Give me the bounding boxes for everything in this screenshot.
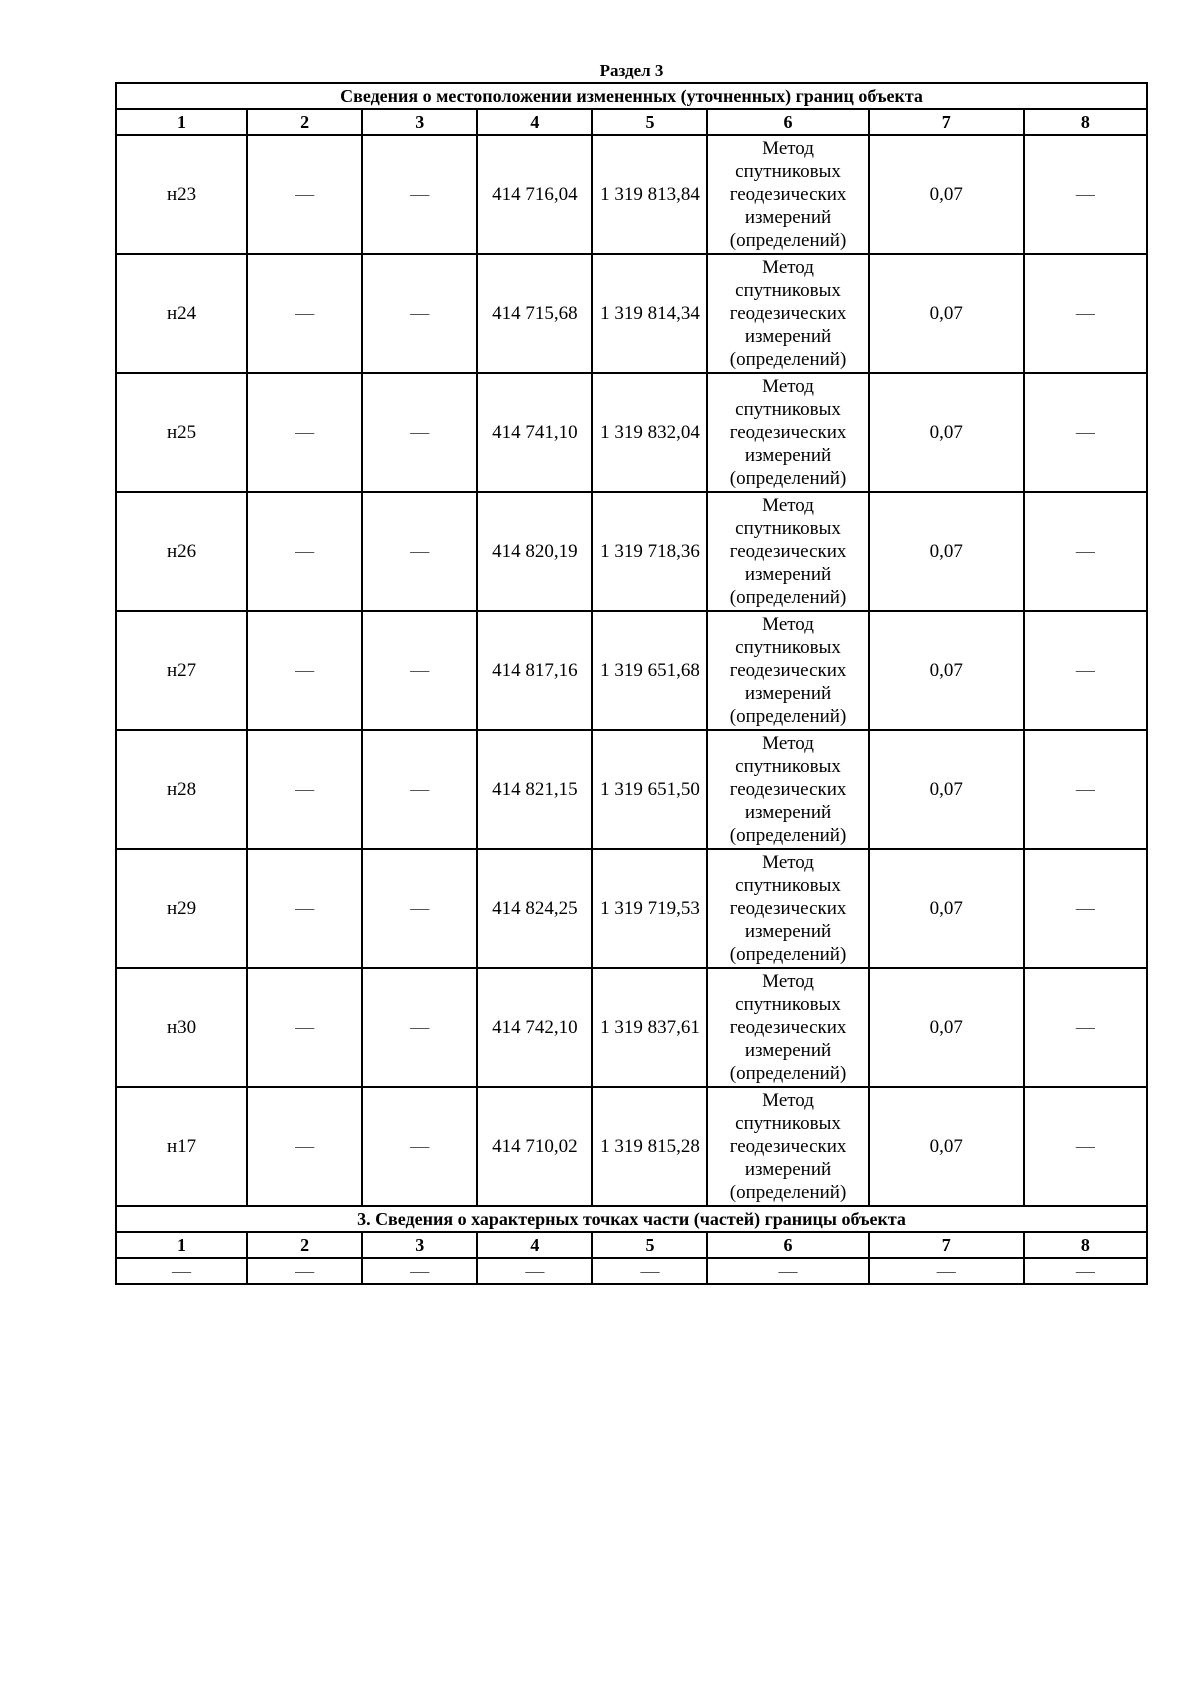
point-number-cell: н27 (116, 611, 247, 730)
column-number: 6 (707, 1232, 868, 1258)
subtable-empty-row (116, 1258, 1147, 1284)
column-8-cell: — (1024, 492, 1147, 611)
y-coordinate-cell: 1 319 719,53 (592, 849, 707, 968)
column-number: 1 (116, 109, 247, 135)
y-coordinate-cell: 1 319 837,61 (592, 968, 707, 1087)
accuracy-cell: 0,07 (869, 968, 1024, 1087)
column-8-cell: — (1024, 730, 1147, 849)
method-line: Метод (762, 852, 814, 873)
method-line: измерений (744, 445, 832, 466)
column-8-cell: — (1024, 849, 1147, 968)
subtable-caption: 3. Сведения о характерных точках части (частей) границы объекта (116, 1206, 1147, 1232)
accuracy-cell: 0,07 (869, 254, 1024, 373)
method-cell (707, 849, 868, 968)
method-line: спутниковых (735, 637, 841, 658)
column-3-cell: — (362, 849, 477, 968)
column-2-cell: — (247, 968, 362, 1087)
method-line: (определений) (729, 706, 847, 727)
method-cell (707, 730, 868, 849)
column-3-cell: — (362, 730, 477, 849)
method-line: измерений (744, 683, 832, 704)
point-number-cell: н23 (116, 135, 247, 254)
y-coordinate-cell: 1 319 651,68 (592, 611, 707, 730)
method-line: измерений (744, 921, 832, 942)
column-2-cell: — (247, 492, 362, 611)
method-line: Метод (762, 733, 814, 754)
method-line: Метод (762, 614, 814, 635)
accuracy-cell: 0,07 (869, 135, 1024, 254)
x-coordinate-cell: 414 710,02 (477, 1087, 592, 1206)
method-line: спутниковых (735, 875, 841, 896)
x-coordinate-cell: 414 715,68 (477, 254, 592, 373)
method-line: геодезических (729, 303, 847, 324)
method-line: Метод (762, 257, 814, 278)
method-line: геодезических (729, 422, 847, 443)
empty-cell: — (477, 1258, 592, 1284)
method-cell (707, 968, 868, 1087)
method-line: спутниковых (735, 1113, 841, 1134)
method-line: спутниковых (735, 399, 841, 420)
point-number-cell: н30 (116, 968, 247, 1087)
accuracy-cell: 0,07 (869, 1087, 1024, 1206)
method-line: измерений (744, 1159, 832, 1180)
method-line: Метод (762, 971, 814, 992)
table-caption-row (116, 83, 1147, 109)
column-number: 4 (477, 109, 592, 135)
y-coordinate-cell: 1 319 813,84 (592, 135, 707, 254)
table-row (116, 1087, 1147, 1206)
method-line: (определений) (729, 349, 847, 370)
column-8-cell: — (1024, 135, 1147, 254)
subtable-column-numbers-row (116, 1232, 1147, 1258)
method-line: Метод (762, 138, 814, 159)
column-2-cell: — (247, 730, 362, 849)
column-8-cell: — (1024, 968, 1147, 1087)
point-number-cell: н17 (116, 1087, 247, 1206)
column-2-cell: — (247, 135, 362, 254)
point-number-cell: н25 (116, 373, 247, 492)
method-cell (707, 611, 868, 730)
column-3-cell: — (362, 254, 477, 373)
column-number: 4 (477, 1232, 592, 1258)
column-number: 3 (362, 109, 477, 135)
empty-cell: — (869, 1258, 1024, 1284)
empty-cell: — (592, 1258, 707, 1284)
column-number: 7 (869, 109, 1024, 135)
method-line: геодезических (729, 541, 847, 562)
method-cell (707, 492, 868, 611)
empty-cell: — (247, 1258, 362, 1284)
accuracy-cell: 0,07 (869, 849, 1024, 968)
method-line: Метод (762, 1090, 814, 1111)
x-coordinate-cell: 414 742,10 (477, 968, 592, 1087)
column-number: 8 (1024, 109, 1147, 135)
method-line: спутниковых (735, 161, 841, 182)
accuracy-cell: 0,07 (869, 730, 1024, 849)
x-coordinate-cell: 414 741,10 (477, 373, 592, 492)
method-line: спутниковых (735, 280, 841, 301)
empty-cell: — (707, 1258, 868, 1284)
column-3-cell: — (362, 135, 477, 254)
section-title: Раздел 3 (599, 61, 664, 80)
empty-cell: — (116, 1258, 247, 1284)
method-line: измерений (744, 326, 832, 347)
x-coordinate-cell: 414 820,19 (477, 492, 592, 611)
method-cell (707, 135, 868, 254)
table-caption: Сведения о местоположении измененных (уточненных) границ объекта (116, 83, 1147, 109)
column-2-cell: — (247, 373, 362, 492)
empty-cell: — (362, 1258, 477, 1284)
column-3-cell: — (362, 1087, 477, 1206)
method-line: геодезических (729, 1017, 847, 1038)
y-coordinate-cell: 1 319 814,34 (592, 254, 707, 373)
column-8-cell: — (1024, 254, 1147, 373)
method-cell (707, 1087, 868, 1206)
y-coordinate-cell: 1 319 718,36 (592, 492, 707, 611)
accuracy-cell: 0,07 (869, 492, 1024, 611)
y-coordinate-cell: 1 319 815,28 (592, 1087, 707, 1206)
method-line: (определений) (729, 1063, 847, 1084)
method-line: спутниковых (735, 756, 841, 777)
column-number: 2 (247, 1232, 362, 1258)
table-row (116, 254, 1147, 373)
method-line: геодезических (729, 1136, 847, 1157)
point-number-cell: н28 (116, 730, 247, 849)
method-line: геодезических (729, 898, 847, 919)
column-3-cell: — (362, 373, 477, 492)
method-line: геодезических (729, 184, 847, 205)
subtable-caption-row (116, 1206, 1147, 1232)
method-line: Метод (762, 376, 814, 397)
column-3-cell: — (362, 492, 477, 611)
method-line: (определений) (729, 1182, 847, 1203)
x-coordinate-cell: 414 824,25 (477, 849, 592, 968)
y-coordinate-cell: 1 319 832,04 (592, 373, 707, 492)
table-row (116, 135, 1147, 254)
method-cell (707, 254, 868, 373)
table-row (116, 373, 1147, 492)
method-line: (определений) (729, 468, 847, 489)
method-line: (определений) (729, 587, 847, 608)
table-row (116, 730, 1147, 849)
table-row (116, 968, 1147, 1087)
method-line: измерений (744, 1040, 832, 1061)
x-coordinate-cell: 414 821,15 (477, 730, 592, 849)
x-coordinate-cell: 414 817,16 (477, 611, 592, 730)
column-number: 5 (592, 109, 707, 135)
table-row (116, 849, 1147, 968)
column-3-cell: — (362, 968, 477, 1087)
method-line: геодезических (729, 779, 847, 800)
column-number: 8 (1024, 1232, 1147, 1258)
method-line: (определений) (729, 944, 847, 965)
boundary-table (115, 82, 1148, 1285)
column-numbers-row (116, 109, 1147, 135)
column-2-cell: — (247, 1087, 362, 1206)
method-line: измерений (744, 564, 832, 585)
column-2-cell: — (247, 849, 362, 968)
column-8-cell: — (1024, 611, 1147, 730)
column-number: 3 (362, 1232, 477, 1258)
column-8-cell: — (1024, 373, 1147, 492)
accuracy-cell: 0,07 (869, 373, 1024, 492)
method-line: спутниковых (735, 994, 841, 1015)
column-number: 6 (707, 109, 868, 135)
method-line: измерений (744, 207, 832, 228)
column-number: 5 (592, 1232, 707, 1258)
column-3-cell: — (362, 611, 477, 730)
accuracy-cell: 0,07 (869, 611, 1024, 730)
column-number: 7 (869, 1232, 1024, 1258)
point-number-cell: н26 (116, 492, 247, 611)
column-2-cell: — (247, 611, 362, 730)
method-line: Метод (762, 495, 814, 516)
method-line: (определений) (729, 230, 847, 251)
table-row (116, 611, 1147, 730)
method-line: измерений (744, 802, 832, 823)
method-line: геодезических (729, 660, 847, 681)
point-number-cell: н24 (116, 254, 247, 373)
point-number-cell: н29 (116, 849, 247, 968)
column-number: 2 (247, 109, 362, 135)
x-coordinate-cell: 414 716,04 (477, 135, 592, 254)
table-row (116, 492, 1147, 611)
method-line: (определений) (729, 825, 847, 846)
y-coordinate-cell: 1 319 651,50 (592, 730, 707, 849)
method-line: спутниковых (735, 518, 841, 539)
empty-cell: — (1024, 1258, 1147, 1284)
column-8-cell: — (1024, 1087, 1147, 1206)
method-cell (707, 373, 868, 492)
column-2-cell: — (247, 254, 362, 373)
column-number: 1 (116, 1232, 247, 1258)
